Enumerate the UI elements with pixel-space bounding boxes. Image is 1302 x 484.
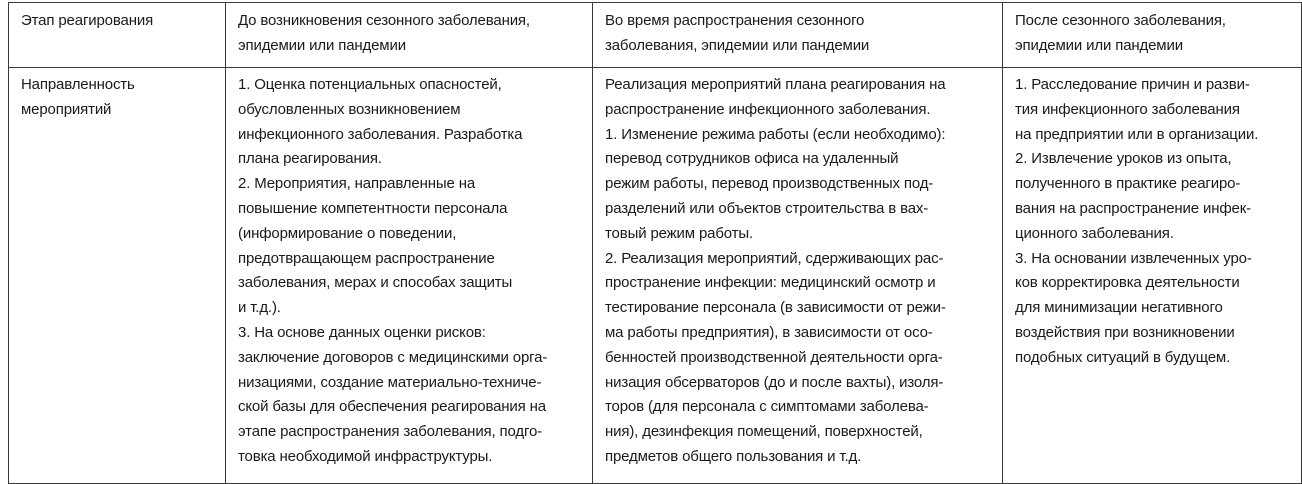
after-text-line: 2. Извлечение уроков из опыта,	[1015, 150, 1232, 168]
during-text-line: пространение инфекции: медицинский осмотр и	[605, 274, 936, 292]
during-text-line: разделений или объектов строительства в вах-	[605, 199, 929, 217]
during-text-line: Реализация мероприятий плана реагирования на	[605, 76, 946, 93]
during-text-line: перевод сотрудников офиса на удаленный	[605, 150, 899, 168]
during-text-line: торов (для персонала с симптомами заболева-	[605, 398, 929, 416]
response-stages-table	[8, 2, 1302, 484]
after-text-line: 1. Расследование причин и разви-	[1015, 76, 1250, 93]
during-text-line: ния), дезинфекция помещений, поверхностей,	[605, 423, 923, 441]
after-text-line: полученного в практике реагиро-	[1015, 175, 1241, 193]
before-text-line: низациями, создание материально-техниче-	[238, 373, 542, 391]
during-text-line: тестирование персонала (в зависимости от режи-	[605, 299, 946, 317]
before-measures-cell	[226, 68, 593, 484]
header-after-line: После сезонного заболевания,	[1015, 12, 1226, 29]
after-text-line: на предприятии или в организации.	[1015, 125, 1259, 143]
during-text-line: низация обсерваторов (до и после вахты), изоля-	[605, 373, 944, 391]
row-label-cell	[9, 68, 226, 484]
header-before-line: эпидемии или пандемии	[238, 36, 406, 54]
during-measures-cell	[593, 68, 1003, 484]
before-text-line: заболевания, мерах и способах защиты	[238, 274, 513, 292]
before-text-line: инфекционного заболевания. Разработка	[238, 125, 523, 143]
before-text-line: 2. Мероприятия, направленные на	[238, 175, 476, 193]
after-text-line: ционного заболевания.	[1015, 224, 1174, 242]
before-text-line: 3. На основе данных оценки рисков:	[238, 323, 486, 341]
header-stage-text: Этап реагирования	[21, 12, 154, 29]
after-text-line: ков корректировка деятельности	[1015, 274, 1240, 292]
before-text-line: ской базы для обеспечения реагирования на	[238, 398, 546, 416]
after-text-line: для минимизации негативного	[1015, 299, 1223, 317]
after-measures-cell	[1003, 68, 1302, 484]
row-label-line: Направленность	[21, 76, 135, 93]
before-text-line: предотвращающем распространение	[238, 249, 495, 267]
before-text-line: плана реагирования.	[238, 150, 382, 168]
header-during-line: заболевания, эпидемии или пандемии	[605, 36, 870, 54]
during-text-line: предметов общего пользования и т.д.	[605, 447, 862, 465]
header-cell-before	[226, 3, 593, 68]
before-text-line: (информирование о поведении,	[238, 224, 457, 242]
before-text-line: товка необходимой инфраструктуры.	[238, 447, 493, 465]
during-text-line: ма работы предприятия), в зависимости от осо-	[605, 323, 933, 341]
during-text-line: товый режим работы.	[605, 224, 754, 242]
row-label-line: мероприятий	[21, 100, 112, 118]
table-header-row	[9, 3, 1302, 68]
after-text-line: подобных ситуаций в будущем.	[1015, 348, 1231, 366]
before-text-line: обусловленных возникновением	[238, 100, 461, 118]
after-text-line: вания на распространение инфек-	[1015, 199, 1251, 217]
header-cell-after	[1003, 3, 1302, 68]
before-text-line: этапе распространения заболевания, подго-	[238, 423, 543, 441]
before-text-line: заключение договоров с медицинскими орга-	[238, 348, 548, 366]
header-before-line: До возникновения сезонного заболевания,	[238, 12, 530, 29]
during-text-line: 2. Реализация мероприятий, сдерживающих рас-	[605, 249, 944, 267]
before-text-line: повышение компетентности персонала	[238, 199, 508, 217]
header-after-line: эпидемии или пандемии	[1015, 36, 1183, 54]
header-during-line: Во время распространения сезонного	[605, 12, 865, 29]
during-text-line: распространение инфекционного заболевания.	[605, 100, 931, 118]
after-text-line: 3. На основании извлеченных уро-	[1015, 249, 1252, 267]
during-text-line: 1. Изменение режима работы (если необходимо):	[605, 125, 946, 143]
after-text-line: тия инфекционного заболевания	[1015, 100, 1240, 118]
during-text-line: режим работы, перевод производственных под-	[605, 175, 934, 193]
after-text-line: воздействия при возникновении	[1015, 323, 1235, 341]
during-text-line: бенностей производственной деятельности орга-	[605, 348, 943, 366]
header-cell-during	[593, 3, 1003, 68]
before-text-line: и т.д.).	[238, 299, 281, 317]
header-cell-stage	[9, 3, 226, 68]
before-text-line: 1. Оценка потенциальных опасностей,	[238, 76, 502, 93]
table-row	[9, 68, 1302, 484]
